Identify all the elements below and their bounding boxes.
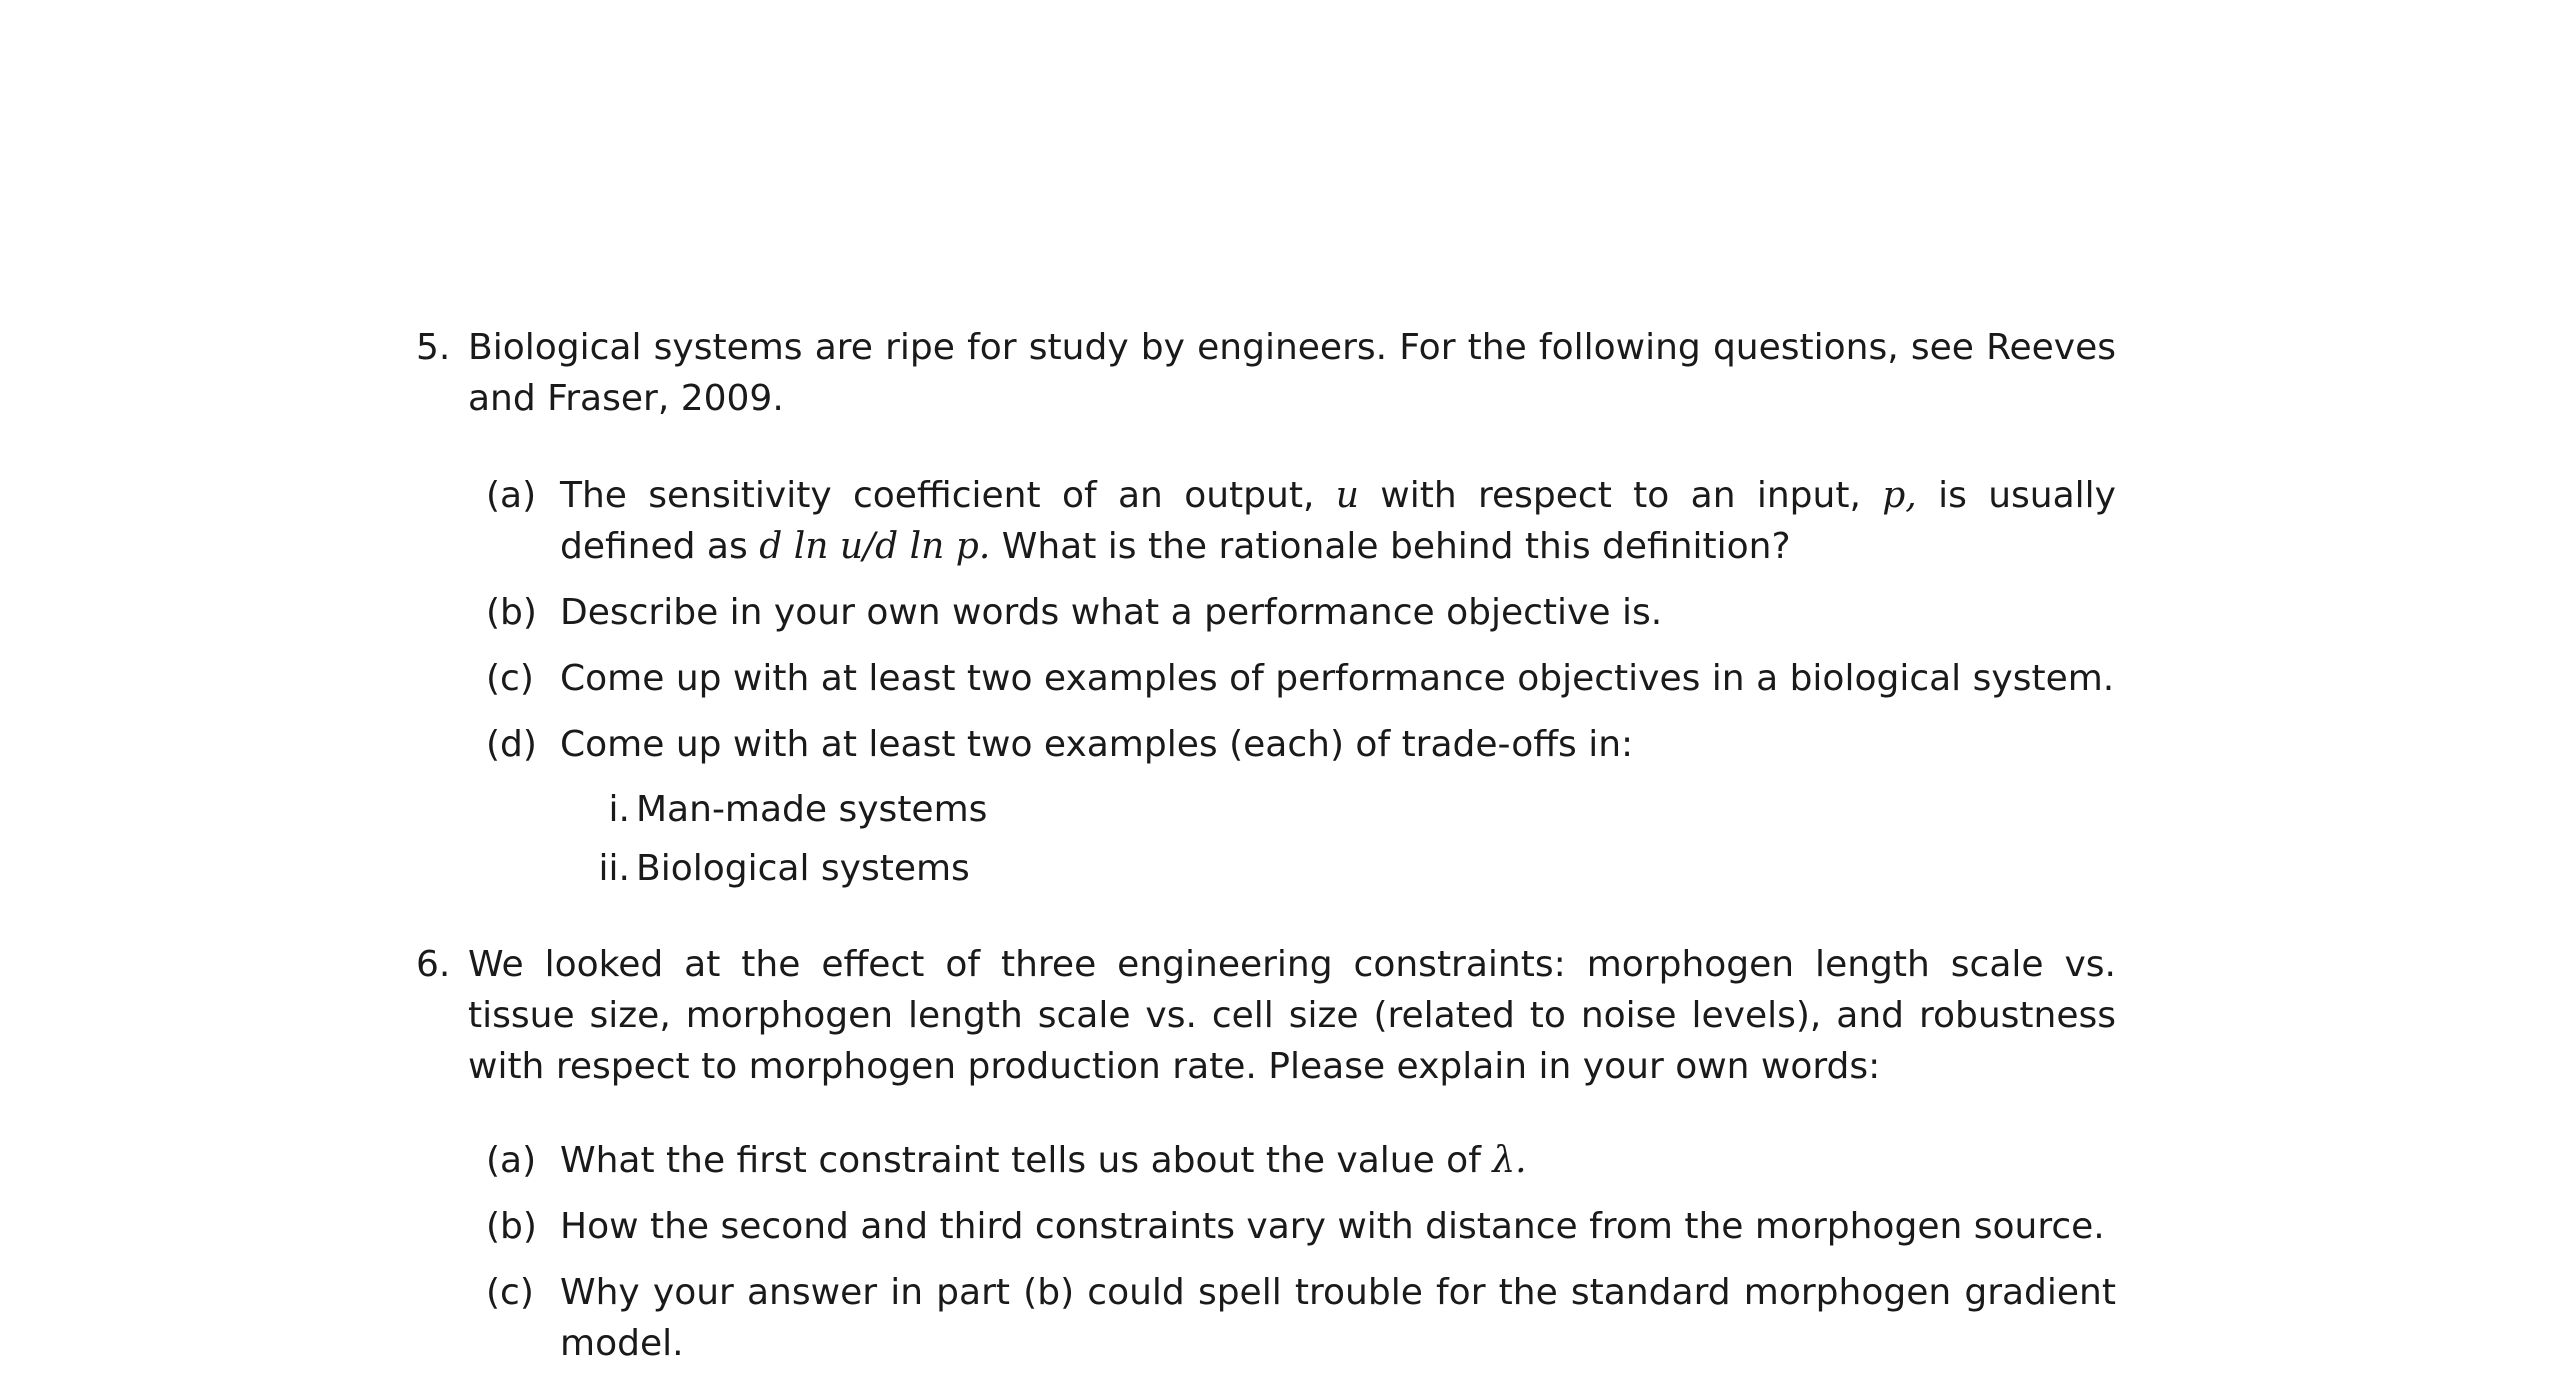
problem-text: Biological systems are ripe for study by engineers. For the following questions, see Reeves and Fraser, 2009. [468, 327, 2116, 419]
part-text: Why your answer in part (b) could spell trouble for the standard morphogen gradient model. [560, 1272, 2116, 1364]
part-5d [486, 719, 2116, 770]
part-6a [486, 1135, 2116, 1186]
part-label: (c) [486, 1272, 534, 1313]
part-5c [486, 653, 2116, 704]
text-segment: What is the rationale behind this definition? [1001, 526, 1791, 567]
part-label: (b) [486, 592, 537, 633]
text-segment: is usually defined as [560, 475, 2116, 567]
part-6b [486, 1201, 2116, 1252]
part-text: How the second and third constraints vary with distance from the morphogen source. [560, 1206, 2105, 1247]
text-segment: What the first constraint tells us about the value of [560, 1140, 1481, 1181]
problem-6-parts [486, 1135, 2116, 1384]
part-label: (b) [486, 1206, 537, 1247]
math-lambda: λ. [1492, 1140, 1527, 1181]
subpart-text: Biological systems [636, 848, 970, 889]
text-segment: The sensitivity coefficient of an output, [560, 475, 1315, 516]
math-p: p, [1882, 475, 1917, 516]
part-5a [486, 470, 2116, 572]
part-label: (c) [486, 658, 534, 699]
part-text: Come up with at least two examples (each) of trade-offs in: [560, 724, 1634, 765]
part-label: (d) [486, 724, 537, 765]
problem-5-parts [486, 470, 2116, 785]
part-label: (a) [486, 475, 537, 516]
problem-number: 6. [416, 944, 451, 985]
subpart-label: ii. [598, 848, 630, 889]
subpart-i [580, 784, 987, 835]
subpart-ii [580, 843, 987, 894]
part-text [560, 470, 2116, 572]
part-label: (a) [486, 1140, 537, 1181]
math-definition: d ln u/d ln p. [759, 526, 991, 567]
problem-number: 5. [416, 327, 451, 368]
problem-text: We looked at the effect of three engineering constraints: morphogen length scale vs. tissue size, morphogen length scale vs. cell size (related to noise levels), and robustness with respect to morphogen production rate. Please explain in your own words: [468, 944, 2116, 1087]
part-text [560, 1135, 2116, 1186]
subpart-text: Man-made systems [636, 789, 988, 830]
math-u: u [1335, 475, 1359, 516]
problem-5 [416, 322, 2116, 424]
part-6c [486, 1267, 2116, 1369]
text-segment: with respect to an input, [1380, 475, 1861, 516]
subpart-label: i. [608, 789, 630, 830]
problem-5d-subparts [580, 784, 987, 902]
part-5b [486, 587, 2116, 638]
part-text: Come up with at least two examples of performance objectives in a biological system. [560, 658, 2115, 699]
problem-6 [416, 939, 2116, 1092]
part-text: Describe in your own words what a performance objective is. [560, 592, 1663, 633]
